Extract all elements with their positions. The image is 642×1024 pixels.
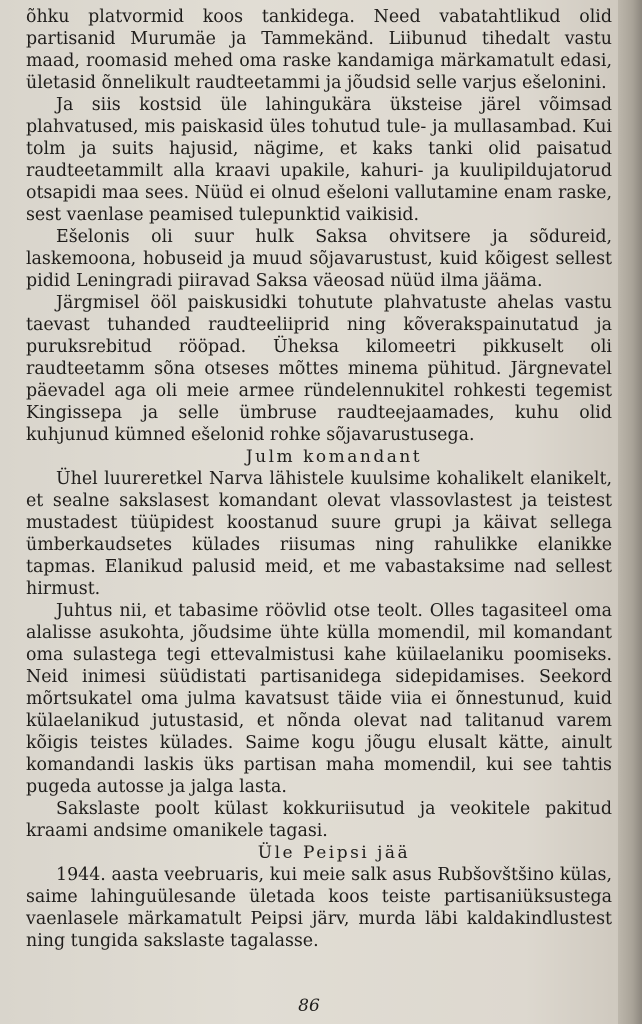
- section-heading: Üle Peipsi jää: [257, 843, 411, 863]
- page-number: 86: [298, 996, 320, 1016]
- paragraph: Sakslaste poolt külast kokkuriisutud ja veokitele pakitud kraami andsime omanikele tagasi.: [26, 799, 612, 841]
- paragraph: Ešelonis oli suur hulk Saksa ohvitsere ja sõdureid, laskemoona, hobuseid ja muud sõjavarustust, kuid kõigest sellest pidid Leningradi piiravad Saksa väeosad nüüd ilma jääma.: [26, 227, 612, 291]
- paragraph: 1944. aasta veebruaris, kui meie salk asus Rubšovštšino külas, saime lahinguülesande ületada koos teiste partisaniüksustega vaenlasele märkamatult Peipsi järv, murda läbi kaldakindlustest ning tungida sakslaste tagalasse.: [26, 865, 612, 951]
- paragraph: Ja siis kostsid üle lahingukära üksteise järel võimsad plahvatused, mis paiskasid üles tohutud tule- ja mullasambad. Kui tolm ja suits hajusid, nägime, et kaks tanki olid paisatud raudteetammilt alla kraavi upakile, kahuri- ja kuulipildujatorud otsapidi maa sees. Nüüd ei olnud ešeloni vallutamine enam raske, sest vaenlase peamised tulepunktid vaikisid.: [26, 95, 612, 225]
- paragraph: õhku platvormid koos tankidega. Need vabatahtlikud olid partisanid Murumäe ja Tammekänd. Liibunud tihedalt vastu maad, roomasid mehed oma raske kandamiga märkamatult edasi, ületasid õnnelikult raudteetammi ja jõudsid selle varjus ešelonini.: [26, 7, 612, 93]
- paragraph: Ühel luureretkel Narva lähistele kuulsime kohalikelt elanikelt, et sealne sakslasest komandant olevat vlassovlastest ja teistest mustadest tüüpidest koostanud suure grupi ja käivat sellega ümberkaudsetes külades riisumas ning rahulikke elanikke tapmas. Elanikud palusid meid, et me vabastaksime nad sellest hirmust.: [26, 469, 612, 599]
- section-heading: Julm komandant: [245, 447, 423, 467]
- adjacent-page-edge: [618, 0, 642, 1024]
- page-text: [26, 6, 612, 952]
- paragraph: Juhtus nii, et tabasime röövlid otse teolt. Olles tagasiteel oma alalisse asukohta, jõudsime ühte külla momendil, mil komandant oma sulastega tegi ettevalmistusi kahe küilaelaniku poomiseks. Neid inimesi süüdistati partisanidega sidepidamises. Seekord mõrtsukatel oma julma kavatsust täide viia ei õnnestunud, kuid külaelanikud jutustasid, et nõnda olevat nad talitanud varem kõigis teistes külades. Saime kogu jõugu elusalt kätte, ainult komandandi laskis üks partisan maha momendil, kui see tahtis pugeda autosse ja jalga lasta.: [26, 601, 612, 797]
- paragraph: Järgmisel ööl paiskusidki tohutute plahvatuste ahelas vastu taevast tuhanded raudteeliiprid ning kõverakspainutatud ja puruksrebitud rööpad. Üheksa kilomeetri pikkuselt oli raudteetamm sõna otseses mõttes minema pühitud. Järgnevatel päevadel aga oli meie armee ründelennukitel rohkesti tegemist Kingissepa ja selle ümbruse raudteejaamades, kuhu olid kuhjunud kümned ešelonid rohke sõjavarustusega.: [26, 293, 612, 445]
